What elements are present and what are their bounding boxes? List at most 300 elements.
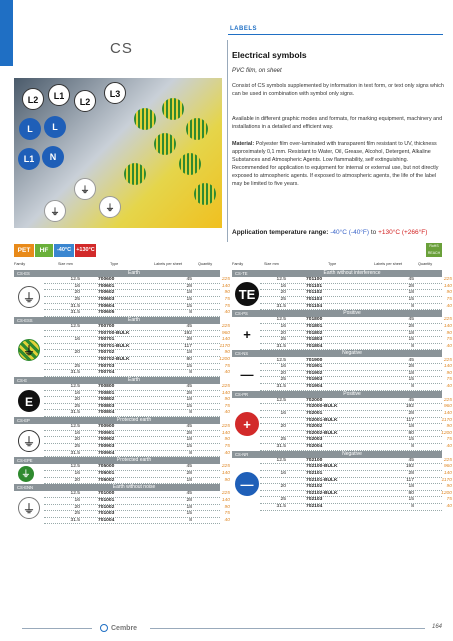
size-cell: 16: [74, 283, 80, 289]
labels-cell: 117: [406, 477, 414, 483]
section-name: Positive: [343, 390, 361, 397]
labels-cell: 192: [405, 404, 414, 410]
type-cell: 700603: [98, 297, 115, 302]
labels-cell: 18: [186, 437, 192, 443]
cs-ep-symbol-icon: ⏚: [18, 430, 40, 452]
quantity-cell: 40: [446, 504, 452, 509]
quantity-cell: 1200: [441, 430, 452, 436]
quantity-cell: 90: [446, 370, 452, 376]
table-row: [44, 330, 230, 338]
quantity-cell: 960: [221, 330, 230, 336]
section-name: Negative: [342, 350, 362, 357]
type-cell: 702102-BULK: [306, 490, 338, 496]
cs-nr-symbol-icon: —: [235, 472, 259, 496]
cs-ns-symbol-icon: —: [235, 362, 259, 386]
quantity-cell: 140: [221, 498, 230, 503]
high-temp-badge: +130°C: [75, 244, 96, 257]
size-cell: 12.5: [276, 397, 286, 403]
type-cell: 700801: [98, 390, 115, 396]
type-cell: 702100-BULK: [306, 464, 338, 470]
labels-cell: 18: [186, 350, 192, 356]
size-cell: 20: [74, 437, 80, 443]
labels-cell: 45: [408, 357, 414, 363]
table-row: [44, 370, 230, 377]
labels-cell: 28: [408, 364, 414, 370]
right-table-header: [232, 262, 442, 269]
size-cell: 16: [74, 390, 80, 396]
type-cell: 701102: [306, 290, 323, 296]
quantity-cell: 40: [446, 303, 452, 309]
size-cell: 16: [74, 430, 80, 436]
quantity-cell: 960: [443, 464, 452, 470]
table-row: [44, 437, 230, 444]
table-row: [260, 277, 452, 284]
col-labels: Labels per sheet: [374, 262, 403, 266]
labels-cell: 45: [408, 277, 414, 283]
product-code: CS: [110, 40, 133, 57]
quantity-cell: 75: [446, 337, 452, 343]
labels-cell: 15: [408, 377, 414, 383]
quantity-cell: 1200: [219, 357, 230, 362]
labels-cell: 28: [408, 283, 414, 289]
cs-epe-symbol-icon: ⏚: [18, 466, 34, 482]
labels-cell: 45: [186, 424, 192, 430]
labels-cell: 28: [408, 411, 414, 416]
page-number: 164: [432, 624, 443, 630]
cs-pr-symbol-icon: +: [235, 412, 259, 436]
quantity-cell: 75: [446, 297, 452, 302]
type-cell: 700704: [98, 370, 115, 376]
cs-ess-symbol-icon: ⏚: [18, 339, 40, 361]
labels-cell: 18: [186, 397, 192, 403]
size-cell: 12.5: [70, 277, 80, 283]
type-cell: 700800: [98, 384, 115, 389]
quantity-cell: 90: [446, 330, 452, 336]
type-cell: 701904: [306, 384, 323, 389]
size-cell: 12.5: [276, 277, 286, 283]
type-cell: 702102: [306, 484, 323, 490]
material-text: Polyester film over-laminated with transparent film resistant to UV, thickness approximately 0,1 mm. Resistant to Water, Oil, Grease, Alcohol, Detergent, Alkaline Substances and Atmospheric Agents. Low flammability, self extinguishing. Recommended for application to equipment for internal or external use, but not directly exposed to atmospheric agents. If exposed to atmospheric agents, the life of the label may be limited to five years.: [232, 141, 439, 187]
col-family: Family: [232, 262, 244, 266]
quantity-cell: 225: [443, 277, 452, 283]
size-cell: 16: [280, 364, 286, 370]
type-cell: 701902: [306, 370, 323, 376]
section-name: Earth: [128, 270, 140, 276]
type-cell: 702002: [306, 424, 323, 430]
size-cell: 20: [74, 504, 80, 510]
type-cell: 700700: [98, 324, 115, 329]
quantity-cell: 75: [224, 303, 230, 309]
type-cell: 700702-BULK: [98, 357, 130, 362]
table-row: [44, 464, 230, 471]
labels-cell: 28: [186, 430, 192, 436]
quantity-cell: 75: [446, 437, 452, 443]
size-cell: 31.5: [70, 303, 80, 309]
type-cell: 702001: [306, 411, 323, 416]
family-code: CS-EP: [17, 418, 30, 423]
size-cell: 20: [74, 350, 80, 356]
size-cell: 25: [280, 437, 286, 443]
labels-cell: 18: [408, 330, 414, 336]
labels-cell: 45: [186, 384, 192, 389]
quantity-cell: 90: [446, 484, 452, 490]
family-code: CS-E: [17, 377, 28, 383]
table-row: [260, 471, 452, 478]
type-cell: 700902: [98, 437, 115, 443]
quantity-cell: 960: [443, 404, 452, 410]
type-cell: 702101: [306, 471, 323, 476]
labels-cell: 15: [408, 297, 414, 302]
labels-cell: 28: [408, 324, 414, 329]
type-cell: 700802: [98, 397, 115, 403]
labels-cell: 45: [408, 397, 414, 403]
size-cell: 20: [280, 330, 286, 336]
table-row: [44, 324, 230, 331]
quantity-cell: 40: [224, 517, 230, 523]
temperature-to: to: [370, 229, 377, 236]
quantity-cell: 90: [224, 504, 230, 510]
labels-cell: 192: [405, 464, 414, 470]
quantity-cell: 225: [443, 317, 452, 323]
labels-cell: 8: [411, 303, 414, 309]
table-row: [260, 297, 452, 304]
size-cell: 31.5: [276, 444, 286, 449]
table-row: [44, 430, 230, 438]
table-row: [260, 430, 452, 438]
table-row: [260, 404, 452, 411]
type-cell: 701804: [306, 343, 323, 349]
quantity-cell: 75: [224, 297, 230, 302]
family-code: CS-EPE: [17, 458, 33, 464]
pet-badge: PET: [14, 244, 34, 257]
type-cell: 702003: [306, 437, 323, 443]
type-cell: 701104: [306, 303, 323, 309]
table-row: [44, 444, 230, 451]
size-cell: 25: [74, 363, 80, 369]
type-cell: 700602: [98, 290, 115, 296]
size-cell: 25: [74, 297, 80, 302]
size-cell: 16: [280, 283, 286, 289]
quantity-cell: 75: [224, 444, 230, 449]
quantity-cell: 90: [446, 290, 452, 296]
size-cell: 16: [280, 471, 286, 476]
section-name: Earth: [128, 376, 140, 383]
low-temp-badge: -40°C: [54, 244, 74, 257]
type-cell: 701903: [306, 377, 323, 383]
quantity-cell: 75: [446, 377, 452, 383]
temperature-label: Application temperature range:: [232, 229, 329, 236]
size-cell: 16: [74, 337, 80, 343]
table-row: [44, 390, 230, 398]
family-code: CS-ESS: [17, 317, 33, 323]
type-cell: 702002-BULK: [306, 430, 338, 436]
table-row: [44, 283, 230, 291]
labels-cell: 15: [186, 303, 192, 309]
labels-cell: 8: [411, 384, 414, 389]
quantity-cell: 140: [221, 390, 230, 396]
table-row: [260, 497, 452, 504]
quantity-cell: 1200: [441, 490, 452, 496]
col-labels: Labels per sheet: [154, 262, 183, 266]
type-cell: 705001: [98, 471, 115, 476]
section-name: Earth without noise: [112, 484, 156, 491]
section-name: Earth: [128, 316, 140, 323]
table-row: [44, 297, 230, 304]
quantity-cell: 140: [443, 411, 452, 416]
type-cell: 705002: [98, 477, 115, 483]
labels-cell: 45: [186, 324, 192, 329]
type-cell: 700804: [98, 410, 115, 416]
size-cell: 12.5: [70, 491, 80, 497]
labels-cell: 15: [186, 297, 192, 302]
type-cell: 701900: [306, 357, 323, 363]
table-row: [260, 424, 452, 431]
description-paragraph: Consist of CS symbols supplemented by information in text form, or text only signs which can be used in combination with symbol only signs.: [232, 83, 444, 97]
labels-cell: 8: [411, 504, 414, 509]
table-row: [260, 464, 452, 471]
table-row: [260, 324, 452, 331]
table-row: [260, 444, 452, 451]
size-cell: 25: [74, 403, 80, 409]
section-header: [14, 317, 220, 324]
size-cell: 12.5: [276, 457, 286, 463]
labels-cell: 15: [408, 337, 414, 343]
type-cell: 701802: [306, 330, 323, 336]
table-row: [260, 377, 452, 384]
size-cell: 31.5: [276, 384, 286, 389]
labels-cell: 8: [411, 444, 414, 449]
size-cell: 25: [280, 497, 286, 503]
size-cell: 12.5: [276, 357, 286, 363]
quantity-cell: 1170: [441, 417, 452, 423]
cs-te-symbol-icon: TE: [235, 282, 259, 306]
type-cell: 701000: [98, 491, 115, 497]
type-cell: 702004: [306, 444, 323, 449]
size-cell: 20: [280, 290, 286, 296]
table-row: [260, 357, 452, 365]
type-cell: 700600: [98, 277, 115, 283]
cs-ps-symbol-icon: +: [235, 322, 259, 346]
table-row: [260, 411, 452, 418]
quantity-cell: 140: [443, 283, 452, 289]
section-header: [232, 270, 442, 277]
type-cell: 700702: [98, 350, 115, 356]
labels-cell: 28: [408, 471, 414, 476]
type-cell: 700900: [98, 424, 115, 430]
labels-cell: 45: [186, 277, 192, 283]
col-size: Size mm: [58, 262, 73, 266]
description-paragraph: Available in different graphic modes and formats, for marking equipment, machinery and installations in a detailed and efficient way.: [232, 116, 443, 130]
size-cell: 31.5: [70, 370, 80, 376]
type-cell: 702103: [306, 497, 323, 503]
table-row: [44, 424, 230, 431]
size-cell: 31.5: [276, 343, 286, 349]
category-label: LABELS: [230, 26, 257, 32]
quantity-cell: 225: [443, 357, 452, 363]
labels-cell: 15: [186, 511, 192, 517]
labels-cell: 45: [186, 491, 192, 497]
type-cell: 700700-BULK: [98, 330, 130, 336]
table-row: [44, 310, 230, 317]
type-cell: 702000: [306, 397, 323, 403]
table-row: [260, 397, 452, 405]
table-row: [44, 290, 230, 297]
section-header: [232, 391, 442, 398]
size-cell: 31.5: [70, 450, 80, 456]
product-photo: L2 L1 L2 L3 L L L1 N ⏚ ⏚ ⏚: [14, 78, 222, 228]
table-row: [44, 450, 230, 458]
temperature-range: [232, 229, 427, 236]
labels-cell: 28: [186, 471, 192, 476]
table-row: [44, 397, 230, 404]
col-family: Family: [14, 262, 26, 266]
labels-cell: 117: [184, 343, 192, 349]
quantity-cell: 90: [224, 350, 230, 356]
labels-cell: 45: [186, 464, 192, 470]
table-row: [260, 330, 452, 338]
cs-es-symbol-icon: ⏚: [18, 286, 40, 308]
quantity-cell: 225: [221, 491, 230, 497]
type-cell: 700701-BULK: [98, 343, 130, 349]
table-row: [44, 498, 230, 505]
type-cell: 700803: [98, 403, 115, 409]
size-cell: 20: [280, 424, 286, 430]
type-cell: 701101: [306, 283, 323, 289]
col-qty: Quantity: [198, 262, 213, 266]
labels-cell: 15: [186, 444, 192, 449]
quantity-cell: 225: [221, 384, 230, 389]
section-name: Earth without interference: [323, 270, 381, 276]
quantity-cell: 40: [224, 450, 230, 456]
family-code: CS-ENN: [17, 485, 34, 491]
table-row: [260, 477, 452, 485]
labels-cell: 192: [183, 330, 192, 336]
type-cell: 700901: [98, 430, 115, 436]
family-code: CS-PS: [235, 311, 248, 317]
quantity-cell: 40: [446, 444, 452, 449]
table-row: [260, 317, 452, 324]
labels-cell: 15: [408, 437, 414, 443]
quantity-cell: 90: [224, 437, 230, 443]
quantity-cell: 1170: [219, 343, 230, 349]
material-label: Material:: [232, 141, 255, 147]
labels-cell: 8: [189, 517, 192, 523]
size-cell: 16: [74, 498, 80, 503]
brand-name: Cembre: [111, 624, 138, 632]
labels-cell: 8: [189, 410, 192, 416]
column-divider: [227, 40, 228, 242]
table-row: [44, 357, 230, 364]
size-cell: 25: [74, 511, 80, 517]
size-cell: 20: [74, 397, 80, 403]
type-cell: 700604: [98, 303, 115, 309]
cembre-logo-icon: [100, 624, 108, 632]
quantity-cell: 225: [443, 457, 452, 463]
labels-cell: 28: [186, 390, 192, 396]
type-cell: 700904: [98, 450, 115, 456]
labels-cell: 15: [186, 403, 192, 409]
table-row: [44, 477, 230, 485]
quantity-cell: 75: [224, 511, 230, 517]
table-row: [44, 277, 230, 284]
quantity-cell: 225: [221, 324, 230, 329]
table-row: [260, 437, 452, 444]
type-cell: 700601: [98, 283, 115, 289]
quantity-cell: 40: [446, 343, 452, 349]
labels-cell: 18: [186, 504, 192, 510]
labels-cell: 45: [408, 457, 414, 463]
quantity-cell: 75: [224, 363, 230, 369]
table-row: [260, 290, 452, 297]
header-rule: [228, 34, 443, 35]
labels-cell: 117: [406, 417, 414, 423]
labels-cell: 18: [186, 477, 192, 483]
labels-cell: 28: [186, 498, 192, 503]
size-cell: 16: [280, 324, 286, 329]
material-paragraph: [232, 140, 444, 188]
type-cell: 700605: [98, 310, 115, 316]
size-cell: 31.5: [276, 303, 286, 309]
table-row: [44, 350, 230, 357]
hf-badge: HF: [35, 244, 53, 257]
table-row: [44, 511, 230, 518]
table-row: [260, 364, 452, 371]
cs-enn-symbol-icon: ⏚: [18, 497, 40, 519]
quantity-cell: 225: [221, 277, 230, 283]
table-row: [44, 471, 230, 478]
table-row: [260, 283, 452, 291]
section-header: [14, 270, 220, 277]
type-cell: 701002: [98, 504, 115, 510]
size-cell: 12.5: [70, 464, 80, 470]
table-row: [44, 504, 230, 512]
type-cell: 701004: [98, 517, 115, 523]
type-cell: 700903: [98, 444, 115, 449]
table-row: [260, 337, 452, 344]
quantity-cell: 75: [224, 403, 230, 409]
table-row: [260, 484, 452, 491]
size-cell: 12.5: [70, 324, 80, 329]
labels-cell: 8: [411, 343, 414, 349]
rohs-reach-icon: RoHS REACH: [427, 244, 441, 255]
quantity-cell: 1170: [441, 477, 452, 483]
size-cell: 16: [74, 471, 80, 476]
size-cell: 20: [280, 484, 286, 490]
labels-cell: 28: [186, 283, 192, 289]
size-cell: 12.5: [276, 317, 286, 323]
quantity-cell: 40: [224, 310, 230, 316]
labels-cell: 15: [186, 363, 192, 369]
section-name: Protected earth: [116, 457, 152, 464]
family-code: CS-NR: [235, 451, 249, 457]
labels-cell: 18: [408, 290, 414, 296]
col-qty: Quantity: [418, 262, 433, 266]
quantity-cell: 40: [224, 370, 230, 376]
size-cell: 25: [280, 337, 286, 343]
table-row: [260, 417, 452, 425]
quantity-cell: 40: [224, 410, 230, 416]
size-cell: 31.5: [276, 504, 286, 509]
quantity-cell: 90: [224, 290, 230, 296]
type-cell: 701801: [306, 324, 323, 329]
size-cell: 12.5: [70, 384, 80, 389]
subtitle: PVC film, on sheet: [232, 68, 282, 74]
footer-rule: [22, 628, 92, 629]
family-code: CS-PR: [235, 391, 249, 397]
quantity-cell: 140: [221, 337, 230, 343]
type-cell: 700703: [98, 363, 115, 369]
section-name: Negative: [342, 450, 362, 457]
